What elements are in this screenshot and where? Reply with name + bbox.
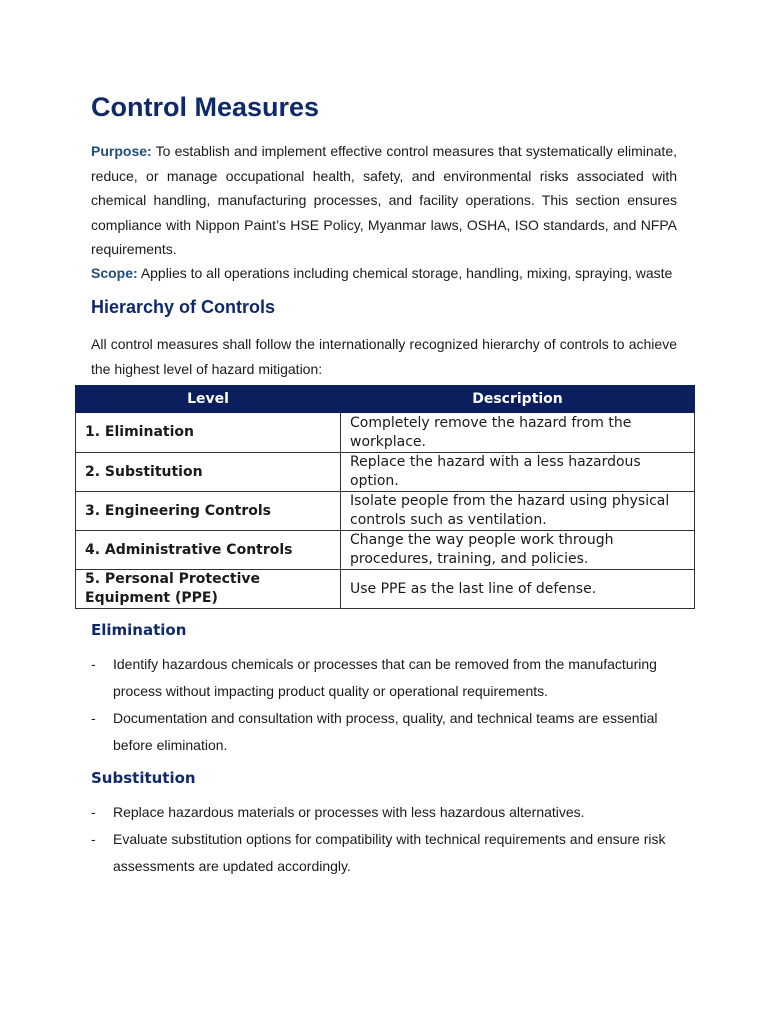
purpose-text: To establish and implement effective control measures that systematically eliminate, reduce, or manage occupational health, safety, and environmental risks associated with chemical handling, manufacturing processes, and facility operations. This section ensures compliance with Nippon Paint’s HSE Policy, Myanmar laws, OSHA, ISO standards, and NFPA requirements. <box>91 143 677 257</box>
table-row <box>76 453 695 492</box>
list-item <box>91 651 677 705</box>
scope-label: Scope: <box>91 265 138 281</box>
bullet-dash: - <box>91 656 96 672</box>
page-title: Control Measures <box>91 92 320 122</box>
substitution-heading: Substitution <box>91 769 196 787</box>
purpose-paragraph <box>91 139 677 262</box>
elimination-list <box>91 651 677 759</box>
table-cell-level: 4. Administrative Controls <box>76 531 341 570</box>
list-item <box>91 799 677 826</box>
hierarchy-heading: Hierarchy of Controls <box>91 297 276 317</box>
table-row <box>76 570 695 609</box>
list-item-text: Documentation and consultation with process, quality, and technical teams are essential before elimination. <box>113 710 658 753</box>
list-item-text: Identify hazardous chemicals or processes that can be removed from the manufacturing process without impacting product quality or operational requirements. <box>113 656 657 699</box>
elimination-heading: Elimination <box>91 621 187 639</box>
scope-paragraph <box>91 261 677 286</box>
table-cell-description: Completely remove the hazard from the workplace. <box>341 413 695 453</box>
table-cell-description: Replace the hazard with a less hazardous option. <box>341 453 695 492</box>
list-item-text: Evaluate substitution options for compatibility with technical requirements and ensure risk assessments are updated accordingly. <box>113 831 666 874</box>
list-item <box>91 826 677 880</box>
table-cell-level: 3. Engineering Controls <box>76 492 341 531</box>
column-header-description: Description <box>341 386 695 413</box>
hierarchy-intro: All control measures shall follow the internationally recognized hierarchy of controls to achieve the highest level of hazard mitigation: <box>91 336 677 377</box>
substitution-list <box>91 799 677 880</box>
table-row <box>76 413 695 453</box>
table-cell-description: Use PPE as the last line of defense. <box>341 570 695 609</box>
hierarchy-table <box>75 385 695 609</box>
table-cell-description: Change the way people work through procedures, training, and policies. <box>341 531 695 570</box>
table-cell-level: 2. Substitution <box>76 453 341 492</box>
table-row <box>76 531 695 570</box>
bullet-dash: - <box>91 831 96 847</box>
table-cell-description: Isolate people from the hazard using physical controls such as ventilation. <box>341 492 695 531</box>
table-header-row <box>76 386 695 413</box>
list-item-text: Replace hazardous materials or processes with less hazardous alternatives. <box>113 804 585 820</box>
table-row <box>76 492 695 531</box>
bullet-dash: - <box>91 804 96 820</box>
purpose-label: Purpose: <box>91 143 152 159</box>
table-cell-level: 1. Elimination <box>76 413 341 453</box>
list-item <box>91 705 677 759</box>
bullet-dash: - <box>91 710 96 726</box>
scope-text: Applies to all operations including chemical storage, handling, mixing, spraying, waste <box>140 265 673 281</box>
table-cell-level: 5. Personal Protective Equipment (PPE) <box>76 570 341 609</box>
column-header-level: Level <box>76 386 341 413</box>
